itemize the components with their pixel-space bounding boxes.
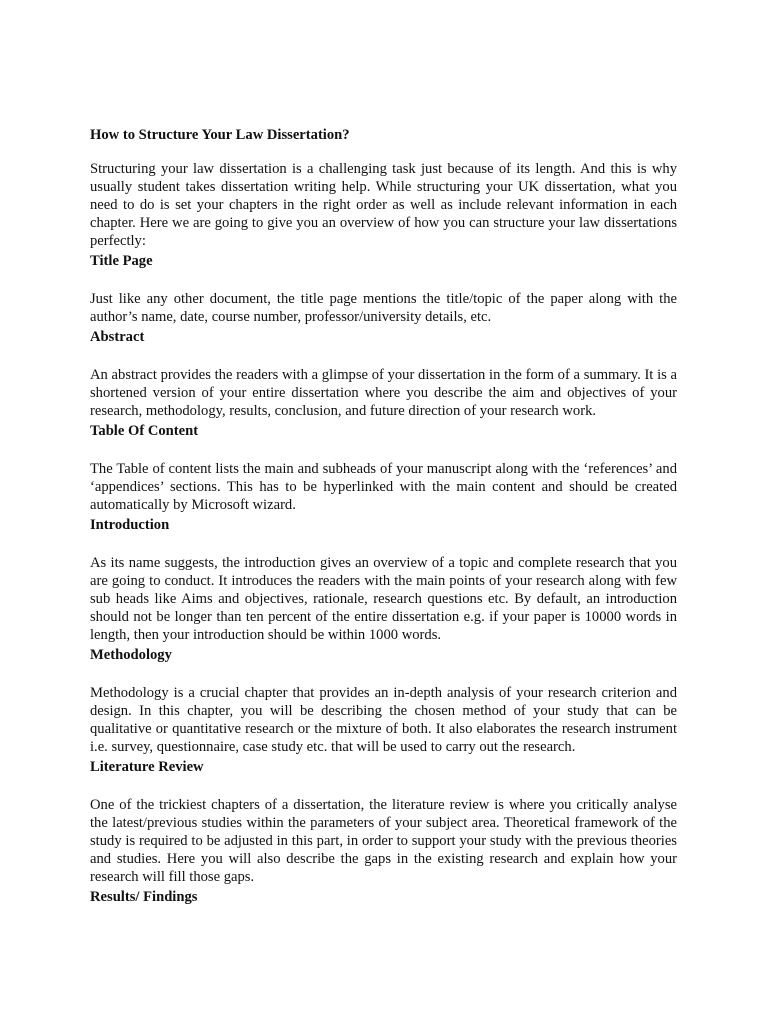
section-body-methodology: Methodology is a crucial chapter that provides an in-depth analysis of your research criterion and design. In this chapter, you will be describing the chosen method of your study that can be qualitative or quantitative research or the mixture of both. It also elaborates the research instrument i.e. survey, questionnaire, case study etc. that will be used to carry out the research. [90, 685, 677, 755]
section-heading-table-of-content: Table Of Content [90, 423, 199, 439]
section-heading-title-page: Title Page [90, 253, 153, 269]
section-heading-literature-review: Literature Review [90, 759, 204, 775]
intro-paragraph: Structuring your law dissertation is a challenging task just because of its length. And this is why usually student takes dissertation writing help. While structuring your UK dissertation, what you need to do is set your chapters in the right order as well as include relevant information in each chapter. Here we are going to give you an overview of how you can structure your law dissertations perfectly: [90, 161, 677, 249]
section-body-table-of-content: The Table of content lists the main and subheads of your manuscript along with the ‘references’ and ‘appendices’ sections. This has to be hyperlinked with the main content and should be created automatically by Microsoft wizard. [90, 461, 677, 513]
section-heading-introduction: Introduction [90, 517, 170, 533]
section-body-literature-review: One of the trickiest chapters of a dissertation, the literature review is where you critically analyse the latest/previous studies within the parameters of your subject area. Theoretical framework of the study is required to be adjusted in this part, in order to support your study with the previous theories and studies. Here you will also describe the gaps in the existing research and explain how your research will fill those gaps. [90, 797, 677, 885]
section-body-introduction: As its name suggests, the introduction gives an overview of a topic and complete research that you are going to conduct. It introduces the readers with the main points of your research along with few sub heads like Aims and objectives, rationale, research questions etc. By default, an introduction should not be longer than ten percent of the entire dissertation e.g. if your paper is 10000 words in length, then your introduction should be within 1000 words. [90, 555, 677, 643]
document-page [90, 126, 677, 906]
section-body-title-page: Just like any other document, the title page mentions the title/topic of the paper along with the author’s name, date, course number, professor/university details, etc. [90, 291, 677, 325]
section-heading-abstract: Abstract [90, 329, 145, 345]
section-body-abstract: An abstract provides the readers with a glimpse of your dissertation in the form of a summary. It is a shortened version of your entire dissertation where you describe the aim and objectives of your research, methodology, results, conclusion, and future direction of your research work. [90, 367, 677, 419]
section-heading-results-findings: Results/ Findings [90, 889, 198, 905]
document-title: How to Structure Your Law Dissertation? [90, 127, 350, 143]
section-heading-methodology: Methodology [90, 647, 172, 663]
